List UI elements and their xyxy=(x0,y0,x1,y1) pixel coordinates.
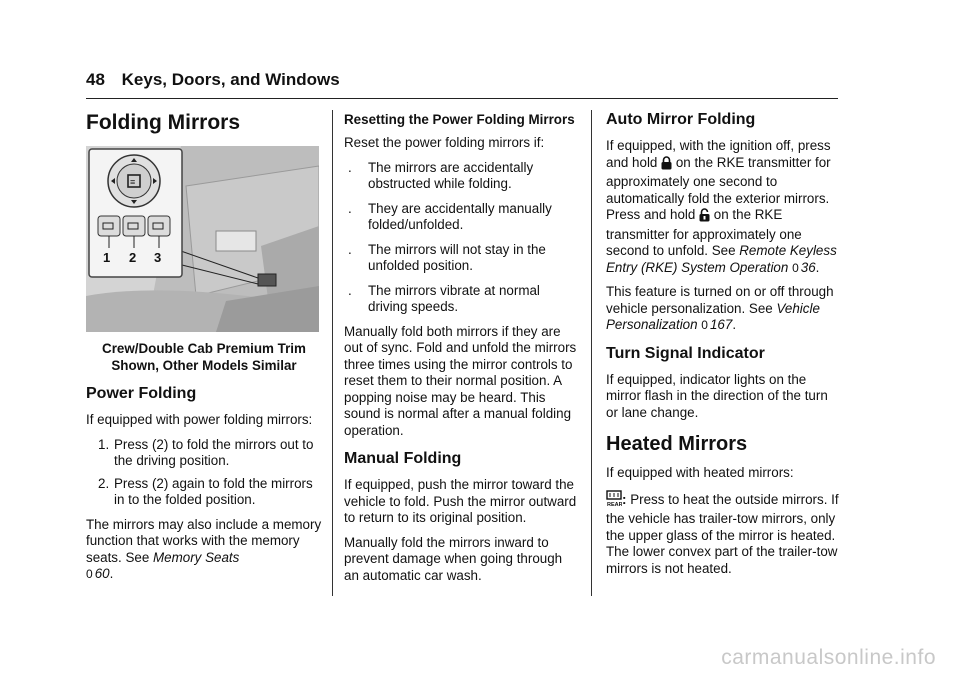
svg-text:≡: ≡ xyxy=(130,177,136,187)
auto-text-3: on the RKE transmitter for approximately one second to unfold. See xyxy=(606,207,802,258)
rke-page-ref[interactable]: 36 xyxy=(800,259,816,275)
page-ref-icon: 0 xyxy=(86,567,93,581)
column-divider-2 xyxy=(591,110,592,596)
auto-folding-paragraph xyxy=(606,138,842,276)
colon: : xyxy=(622,491,627,507)
folding-mirrors-heading: Folding Mirrors xyxy=(86,111,240,134)
manual-folding-para-1: If equipped, push the mirror toward the vehicle to fold. Push the mirror outward to return to its original position. xyxy=(344,477,577,525)
door-panel-illustration xyxy=(86,146,319,332)
list-item xyxy=(344,160,580,193)
callout-1: 1 xyxy=(103,250,111,265)
list-item xyxy=(344,201,580,234)
list-item-text: The mirrors will not stay in the unfolded position. xyxy=(368,241,546,273)
step-text: Press (2) to fold the mirrors out to the driving position. xyxy=(114,436,314,468)
turn-signal-heading: Turn Signal Indicator xyxy=(606,344,765,362)
reset-paragraph: Manually fold both mirrors if they are out of sync. Fold and unfold the mirrors three times using the mirror controls to reset them to their normal position. A popping noise may be heard. This sound is normal after a manual folding operation. xyxy=(344,323,577,438)
step-item xyxy=(86,476,322,509)
page-ref-icon: 0 xyxy=(701,318,708,332)
personalization-page-ref[interactable]: 167 xyxy=(709,317,733,332)
unlock-icon xyxy=(699,208,710,227)
power-folding-steps xyxy=(86,437,322,509)
list-item-text: The mirrors vibrate at normal driving speeds. xyxy=(368,282,540,314)
heated-paragraph xyxy=(606,490,842,578)
power-folding-heading: Power Folding xyxy=(86,385,197,402)
list-item-text: They are accidentally manually folded/unfolded. xyxy=(368,200,552,232)
memory-seats-link[interactable]: Memory Seats xyxy=(153,549,240,565)
personalization-text: This feature is turned on or off through vehicle personalization. See xyxy=(606,284,834,316)
caption-line-1: Crew/Double Cab Premium Trim xyxy=(102,341,306,356)
rke-system-link[interactable]: Remote Keyless Entry (RKE) System Operation xyxy=(606,243,837,275)
column-middle xyxy=(344,106,580,592)
header-rule xyxy=(86,98,838,99)
callout-2: 2 xyxy=(129,250,137,265)
vehicle-personalization-link[interactable]: Vehicle Personalization xyxy=(606,300,820,332)
memory-text: The mirrors may also include a memory function that works with the memory seats. See xyxy=(86,516,322,565)
power-folding-intro: If equipped with power folding mirrors: xyxy=(86,412,313,427)
section-title: Keys, Doors, and Windows xyxy=(121,70,340,89)
reset-intro: Reset the power folding mirrors if: xyxy=(344,135,545,150)
figure-caption xyxy=(86,340,322,374)
heated-description: Press to heat the outside mirrors. If the vehicle has trailer-tow mirrors, only the upper glass of the mirror is heated. The lower convex part of the trailer-tow mirrors is not heated. xyxy=(606,491,839,576)
period: . xyxy=(732,317,737,332)
personalization-paragraph xyxy=(606,284,842,334)
manual-folding-para-2: Manually fold the mirrors inward to prevent damage when going through an automatic car wash. xyxy=(344,534,563,583)
page-ref-icon: 0 xyxy=(792,260,799,275)
resetting-heading: Resetting the Power Folding Mirrors xyxy=(344,112,575,127)
bullet-icon: . xyxy=(348,282,352,298)
column-right xyxy=(606,106,842,585)
rear-icon-label: REAR xyxy=(607,501,622,507)
step-item xyxy=(86,437,322,470)
auto-text-2: on the RKE transmitter for approximately one second to automatically fold the exterior mirrors. Press and hold xyxy=(606,154,831,222)
memory-page-ref[interactable]: 60 xyxy=(94,566,110,581)
bullet-icon: . xyxy=(348,200,352,216)
step-text: Press (2) again to fold the mirrors in to the folded position. xyxy=(114,475,313,507)
column-divider-1 xyxy=(332,110,333,596)
step-number: 2. xyxy=(98,475,110,491)
step-number: 1. xyxy=(98,436,110,452)
caption-line-2: Shown, Other Models Similar xyxy=(111,358,297,373)
heated-intro: If equipped with heated mirrors: xyxy=(606,465,794,480)
list-item xyxy=(344,242,580,275)
column-left xyxy=(86,106,322,591)
page-number: 48 xyxy=(86,70,105,89)
callout-3: 3 xyxy=(154,250,162,265)
mirror-controls-figure xyxy=(86,146,319,332)
manual-folding-heading: Manual Folding xyxy=(344,450,462,467)
watermark-text: carmanualsonline.info xyxy=(721,646,936,669)
bullet-icon: . xyxy=(348,159,352,175)
auto-mirror-folding-heading: Auto Mirror Folding xyxy=(606,111,756,128)
list-item xyxy=(344,283,580,316)
heated-mirrors-heading: Heated Mirrors xyxy=(606,433,748,455)
list-item-text: The mirrors are accidentally obstructed while folding. xyxy=(368,159,534,191)
period: . xyxy=(109,566,114,581)
page-header xyxy=(86,70,340,90)
turn-signal-paragraph: If equipped, indicator lights on the mirror flash in the direction of the turn or lane change. xyxy=(606,371,828,420)
lock-icon xyxy=(661,156,672,175)
period: . xyxy=(815,259,820,275)
bullet-icon: . xyxy=(348,241,352,257)
reset-conditions-list xyxy=(344,160,580,316)
auto-text-1: If equipped, with the ignition off, press and hold xyxy=(606,138,831,170)
rear-defrost-icon xyxy=(606,490,622,512)
memory-paragraph xyxy=(86,517,322,583)
